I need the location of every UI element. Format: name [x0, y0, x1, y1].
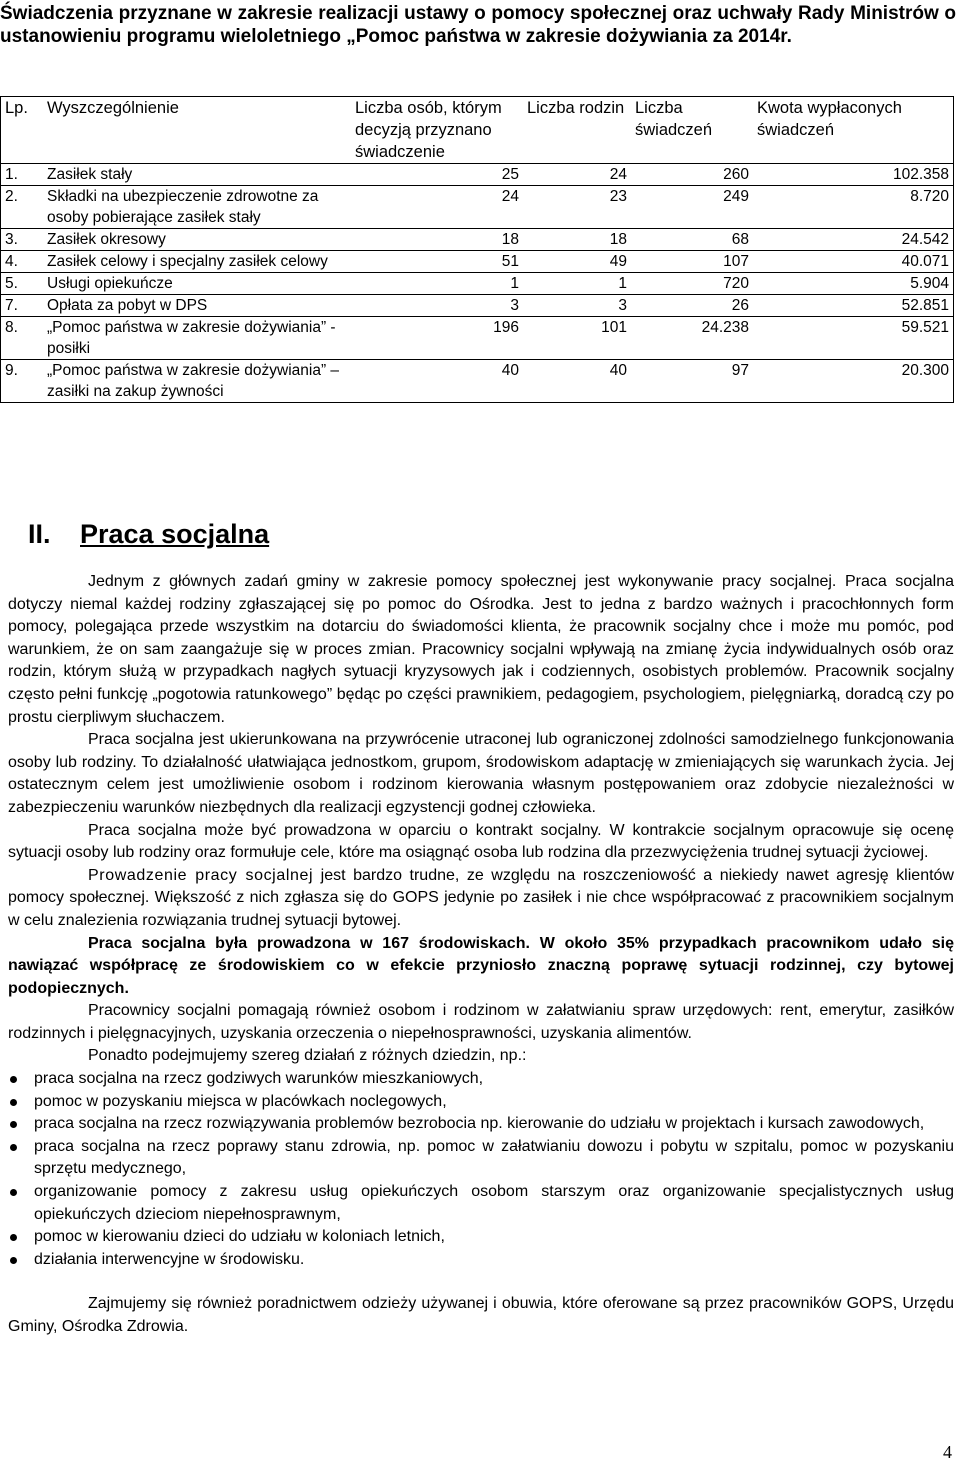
- document-title: Świadczenia przyznane w zakresie realizacji ustawy o pomocy społecznej oraz uchwały Rady Ministrów o ustanowieniu programu wieloletniego „Pomoc państwa w zakresie dożywiania za 2014r.: [0, 3, 956, 47]
- list-item: [8, 1091, 954, 1114]
- bullet-icon: [10, 1234, 17, 1241]
- cell-benefits-count: 26: [631, 295, 753, 317]
- section-body: [8, 571, 954, 1339]
- paragraph: Zajmujemy się również poradnictwem odzieży używanej i obuwia, które oferowane są przez pracowników GOPS, Urzędu Gminy, Ośrodka Zdrowia.: [8, 1295, 954, 1335]
- bullet-icon: [10, 1121, 17, 1128]
- table-row: [1, 164, 954, 186]
- cell-lp: 2.: [1, 186, 44, 229]
- cell-lp: 4.: [1, 251, 44, 273]
- cell-families: 1: [523, 273, 631, 295]
- cell-amount: 5.904: [753, 273, 954, 295]
- paragraph: Pracownicy socjalni pomagają również osobom i rodzinom w załatwianiu spraw urzędowych: rent, emerytur, zasiłków rodzinnych i pielęgnacyjnych, uzyskania orzeczenia o niepełnosprawności, uzyskania alimentów.: [8, 1002, 954, 1042]
- cell-amount: 59.521: [753, 317, 954, 360]
- paragraph: Praca socjalna jest ukierunkowana na przywrócenie utraconej lub ograniczonej zdolności samodzielnego funkcjonowania osoby lub rodziny. To działalność ułatwiająca jednostkom, grupom, środowiskom adaptację w zmieniających się warunkach życia. Jej ostatecznym celem jest umożliwienie osobom i rodzinom kierowania własnym postępowaniem oraz zdobycie niezależności w zabezpieczeniu warunków niezbędnych dla realizacji egzystencji godnej człowieka.: [8, 731, 954, 816]
- cell-description: Usługi opiekuńcze: [43, 273, 351, 295]
- cell-description: Składki na ubezpieczenie zdrowotne za osoby pobierające zasiłek stały: [43, 186, 351, 229]
- section-number: II.: [28, 519, 51, 549]
- header-persons: Liczba osób, którym decyzją przyznano świadczenie: [351, 97, 523, 164]
- table-row: [1, 360, 954, 403]
- cell-amount: 102.358: [753, 164, 954, 186]
- paragraph-lead: Prowadzenie pracy socjalnej: [88, 866, 314, 884]
- section-title: Praca socjalna: [80, 519, 270, 549]
- header-families: Liczba rodzin: [523, 97, 631, 164]
- list-item: [8, 1181, 954, 1226]
- bullet-icon: [10, 1144, 17, 1151]
- bullet-icon: [10, 1257, 17, 1264]
- cell-families: 40: [523, 360, 631, 403]
- cell-benefits-count: 97: [631, 360, 753, 403]
- table-row: [1, 317, 954, 360]
- cell-lp: 8.: [1, 317, 44, 360]
- section-heading: [28, 514, 269, 554]
- header-description: Wyszczególnienie: [43, 97, 351, 164]
- bullet-icon: [10, 1099, 17, 1106]
- paragraph-rest: jest bardzo trudne, ze względu na roszczeniowość a niekiedy nawet agresję klientów pomocy społecznej. Większość z nich zgłasza się do GOPS jedynie po zasiłek i nie chce współpracować z pracownikiem socjalnym w celu znalezienia rozwiązania trudnej sytuacji bytowej.: [8, 866, 954, 929]
- list-item: [8, 1113, 954, 1136]
- table-row: [1, 251, 954, 273]
- cell-description: „Pomoc państwa w zakresie dożywiania” – zasiłki na zakup żywności: [43, 360, 351, 403]
- cell-lp: 5.: [1, 273, 44, 295]
- cell-description: Zasiłek okresowy: [43, 229, 351, 251]
- header-benefits-count: Liczba świadczeń: [631, 97, 753, 164]
- cell-families: 23: [523, 186, 631, 229]
- spacer: [8, 1271, 954, 1293]
- bullet-icon: [10, 1076, 17, 1083]
- list-item: [8, 1068, 954, 1091]
- list-item-text: pomoc w kierowaniu dzieci do udziału w koloniach letnich,: [34, 1228, 445, 1246]
- cell-amount: 24.542: [753, 229, 954, 251]
- table-row: [1, 295, 954, 317]
- cell-description: Zasiłek celowy i specjalny zasiłek celowy: [43, 251, 351, 273]
- cell-lp: 7.: [1, 295, 44, 317]
- cell-amount: 20.300: [753, 360, 954, 403]
- paragraph: Jednym z głównych zadań gminy w zakresie pomocy społecznej jest wykonywanie pracy socjalnej. Praca socjalna dotyczy niemal każdej rodziny zgłaszającej się po pomoc do Ośrodka. Jest to jedna z bardzo ważnych i pracochłonnych form pomocy, polegająca przede wszystkim na dotarciu do świadomości klienta, że pracownik socjalny chce i może mu pomóc, pod warunkiem, że on sam zaangażuje się w proces zmian. Pracownicy socjalni wpływają na zmianę życia indywidualnych osób oraz rodzin, którym służą w przypadkach nagłych sytuacji kryzysowych jak i codziennych, osobistych problemów. Pracownik socjalny często pełni funkcję „pogotowia ratunkowego” będąc po części prawnikiem, pedagogiem, psychologiem, pielęgniarką, doradcą czy po prostu cierpliwym słuchaczem.: [8, 573, 954, 726]
- list-item-text: działania interwencyjne w środowisku.: [34, 1250, 305, 1268]
- cell-families: 49: [523, 251, 631, 273]
- cell-persons: 24: [351, 186, 523, 229]
- cell-benefits-count: 68: [631, 229, 753, 251]
- bullet-icon: [10, 1189, 17, 1196]
- list-item: [8, 1249, 954, 1272]
- activities-list: [8, 1068, 954, 1271]
- cell-amount: 52.851: [753, 295, 954, 317]
- cell-description: Opłata za pobyt w DPS: [43, 295, 351, 317]
- cell-description: „Pomoc państwa w zakresie dożywiania” - posiłki: [43, 317, 351, 360]
- paragraph-bold: Praca socjalna była prowadzona w 167 środowiskach. W około 35% przypadkach pracownikom udało się nawiązać współpracę ze środowiskiem co w efekcie przyniosło znaczną poprawę sytuacji rodzinnej, czy bytowej podopiecznych.: [8, 934, 954, 997]
- list-item: [8, 1136, 954, 1181]
- cell-benefits-count: 249: [631, 186, 753, 229]
- cell-persons: 51: [351, 251, 523, 273]
- table-header-row: [1, 97, 954, 164]
- cell-lp: 1.: [1, 164, 44, 186]
- table-row: [1, 229, 954, 251]
- table-row: [1, 186, 954, 229]
- page-number: 4: [943, 1442, 952, 1462]
- table-row: [1, 273, 954, 295]
- cell-families: 101: [523, 317, 631, 360]
- list-item-text: praca socjalna na rzecz poprawy stanu zdrowia, np. pomoc w załatwianiu dowozu i pobytu w szpitalu, pomoc w pozyskaniu sprzętu medycznego,: [34, 1137, 954, 1178]
- cell-lp: 3.: [1, 229, 44, 251]
- cell-benefits-count: 24.238: [631, 317, 753, 360]
- benefits-table: [0, 96, 954, 403]
- cell-description: Zasiłek stały: [43, 164, 351, 186]
- list-item-text: praca socjalna na rzecz godziwych warunków mieszkaniowych,: [34, 1070, 484, 1088]
- header-lp: Lp.: [1, 97, 44, 164]
- cell-families: 3: [523, 295, 631, 317]
- cell-persons: 196: [351, 317, 523, 360]
- cell-families: 18: [523, 229, 631, 251]
- cell-persons: 40: [351, 360, 523, 403]
- list-item-text: pomoc w pozyskaniu miejsca w placówkach noclegowych,: [34, 1092, 447, 1110]
- header-amount: Kwota wypłaconych świadczeń: [753, 97, 954, 164]
- paragraph: Ponadto podejmujemy szereg działań z różnych dziedzin, np.:: [88, 1047, 527, 1065]
- cell-persons: 3: [351, 295, 523, 317]
- cell-lp: 9.: [1, 360, 44, 403]
- cell-persons: 18: [351, 229, 523, 251]
- cell-persons: 1: [351, 273, 523, 295]
- list-item-text: praca socjalna na rzecz rozwiązywania problemów bezrobocia np. kierowanie do udziału w projektach i kursach zawodowych,: [34, 1115, 925, 1133]
- cell-benefits-count: 260: [631, 164, 753, 186]
- paragraph: Praca socjalna może być prowadzona w oparciu o kontrakt socjalny. W kontrakcie socjalnym opracowuje się ocenę sytuacji osoby lub rodziny oraz formułuje cele, które ma osiągnąć osoba lub rodzina dla przezwyciężenia trudnej sytuacji życiowej.: [8, 821, 954, 862]
- list-item: [8, 1226, 954, 1249]
- cell-families: 24: [523, 164, 631, 186]
- cell-benefits-count: 720: [631, 273, 753, 295]
- list-item-text: organizowanie pomocy z zakresu usług opiekuńczych osobom starszym oraz organizowanie specjalistycznych usług opiekuńczych dzieciom niepełnosprawnym,: [34, 1183, 954, 1223]
- cell-benefits-count: 107: [631, 251, 753, 273]
- cell-amount: 40.071: [753, 251, 954, 273]
- cell-persons: 25: [351, 164, 523, 186]
- paragraph: [8, 865, 954, 933]
- cell-amount: 8.720: [753, 186, 954, 229]
